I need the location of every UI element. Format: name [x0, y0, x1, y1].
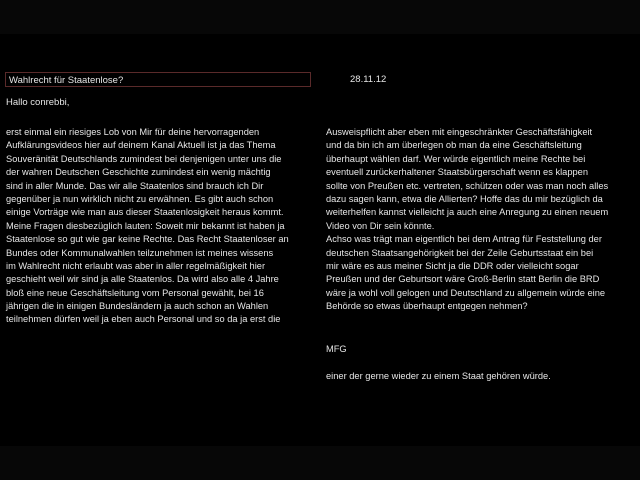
body-line: jährigen die in einigen Bundesländern ja auch schon an Wahlen: [6, 301, 269, 312]
body-line: Souveränität Deutschlands zumindest bei denjenigen unter uns die: [6, 153, 282, 164]
body-line: Video von Dir sein könnte.: [326, 220, 435, 231]
body-line: Achso was trägt man eigentlich bei dem Antrag für Feststellung der: [326, 234, 602, 245]
body-line: sind in aller Munde. Das wir alle Staatenlos sind brauch ich Dir: [6, 180, 264, 191]
body-line: eventuell zurückerhaltener Staatsbürgerschaft wenn es klappen: [326, 167, 589, 178]
body-line: der wahren Deutschen Geschichte zumindest ein wenig mächtig: [6, 167, 271, 178]
body-line: Staatenlose so gut wie gar keine Rechte. Das Recht Staatenloser an: [6, 234, 289, 245]
body-line: teilnehmen dürfen weil ja eben auch Personal und so da ja erst die: [6, 314, 281, 325]
message-body-right: [326, 126, 608, 313]
body-line: sollte von Preußen etc. vertreten, schützen oder was man noch alles: [326, 180, 609, 191]
body-line: Aufklärungsvideos hier auf deinem Kanal Aktuell ist ja das Thema: [6, 140, 276, 151]
body-line: einige Vorträge wie man aus dieser Staatenlosigkeit heraus kommt.: [6, 207, 284, 218]
message-body-left: [6, 126, 289, 327]
body-line: mir wäre es aus meiner Sicht ja die DDR oder vielleicht sogar: [326, 260, 579, 271]
body-line: Bundes oder Kommunalwahlen teilzunehmen ist meines wissens: [6, 247, 274, 258]
signoff: MFG: [326, 344, 347, 354]
body-line: erst einmal ein riesiges Lob von Mir für deine hervorragenden: [6, 127, 260, 137]
body-line: bloß eine neue Geschäftsleitung vom Personal gewählt, bei 16: [6, 287, 264, 298]
body-line: im Wahlrecht nicht erlaubt was aber in aller regelmäßigkeit hier: [6, 260, 266, 271]
subject-field: Wahlrecht für Staatenlose?: [5, 72, 311, 87]
signature: einer der gerne wieder zu einem Staat gehören würde.: [326, 371, 551, 381]
body-line: Preußen und der Geburtsort wäre Groß-Berlin statt Berlin die BRD: [326, 274, 600, 285]
body-line: Behörde so etwas überhaupt entgegen nehmen?: [326, 301, 528, 312]
body-line: überhaupt wählen darf. Wer würde eigentlich meine Rechte bei: [326, 153, 586, 164]
message-date: 28.11.12: [350, 74, 387, 85]
body-line: geschieht weil wir sind ja alle Staatenlos. Da wird also alle 4 Jahre: [6, 274, 279, 285]
greeting: Hallo conrebbi,: [6, 97, 70, 108]
body-line: gegenüber ja nun wirklich nicht zu erwähnen. Es gibt auch schon: [6, 193, 274, 204]
body-line: Meine Fragen diesbezüglich lauten: Soweit mir bekannt ist haben ja: [6, 220, 285, 231]
body-line: dazu sagen kann, etwa die Allierten? Hoffe das du mir bezüglich da: [326, 193, 603, 204]
body-line: und da bin ich am überlegen ob man da eine Geschäftsleitung: [326, 140, 582, 151]
letterbox-bottom: [0, 446, 640, 480]
letterbox-top: [0, 0, 640, 34]
body-line: weiterhelfen kannst vielleicht ja auch eine Anregung zu einen neuem: [326, 207, 609, 218]
body-line: wäre ja wohl voll gelogen und Deutschland zu allgemein würde eine: [326, 287, 606, 298]
body-line: deutschen Staatsangehörigkeit bei der Zeile Geburtsstaat ein bei: [326, 247, 594, 258]
body-line: Ausweispflicht aber eben mit eingeschränkter Geschäftsfähigkeit: [326, 127, 593, 137]
